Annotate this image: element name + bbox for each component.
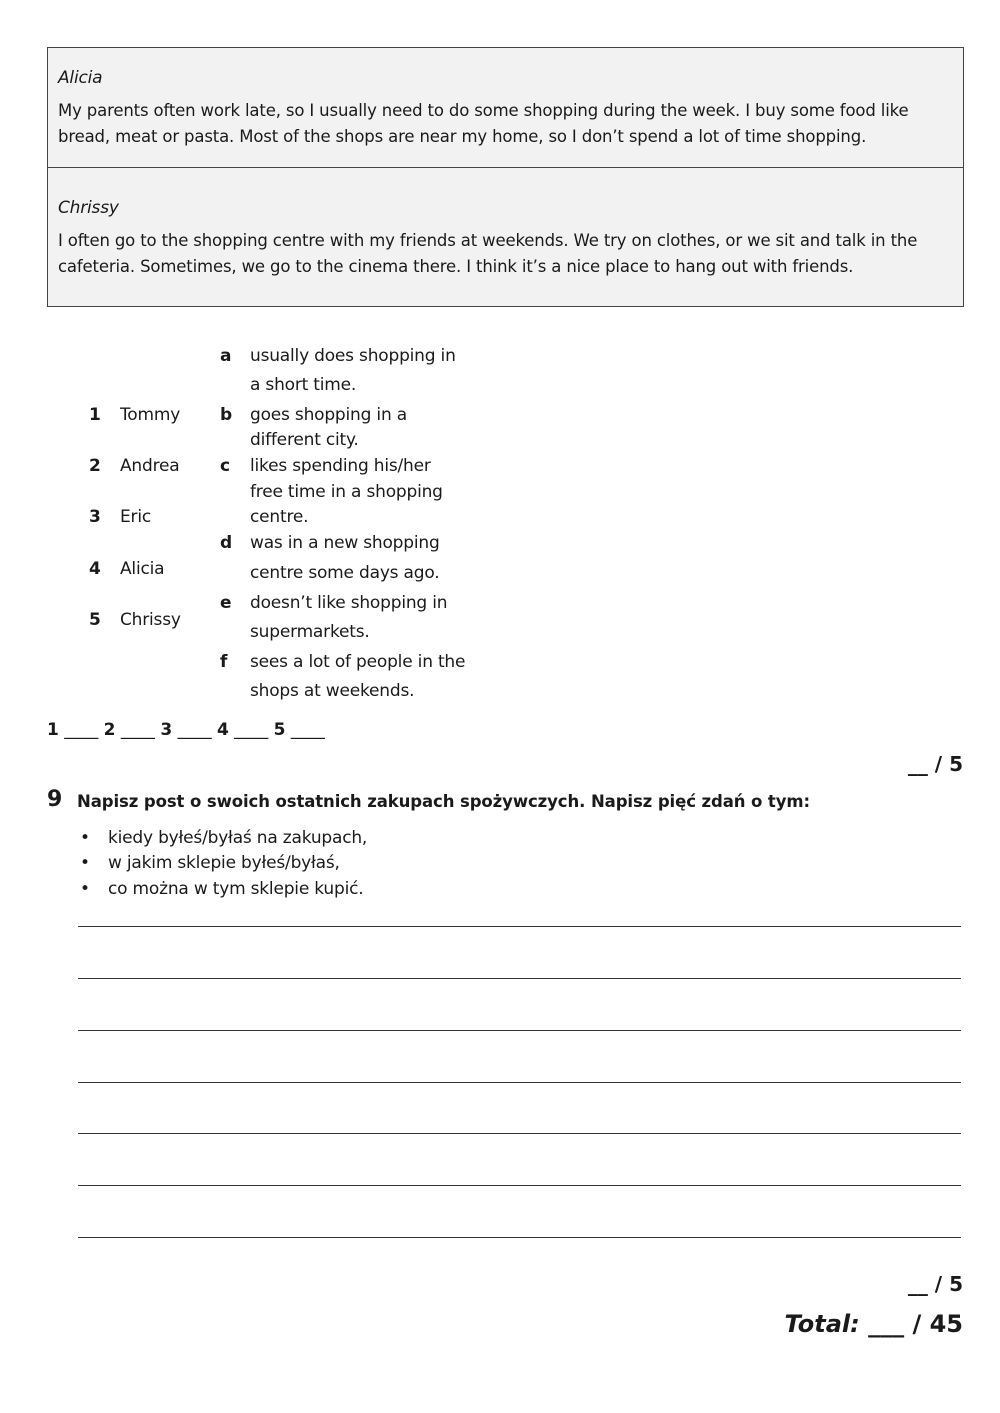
total-value: ___ / 45 bbox=[868, 1310, 963, 1338]
option-letter: f bbox=[220, 652, 228, 672]
option-letter: b bbox=[220, 405, 233, 425]
matching-score: __ / 5 bbox=[907, 752, 963, 776]
person-name: Tommy bbox=[120, 405, 181, 425]
option-text: centre. bbox=[250, 507, 309, 527]
answer-number: 1 bbox=[47, 720, 59, 740]
writing-line[interactable] bbox=[78, 1133, 961, 1134]
option-text: shops at weekends. bbox=[250, 681, 415, 701]
reading-name: Chrissy bbox=[58, 198, 119, 218]
option-text: centre some days ago. bbox=[250, 563, 440, 583]
person-number: 1 bbox=[89, 405, 101, 425]
person-number: 5 bbox=[89, 610, 101, 630]
answer-blank[interactable]: ____ bbox=[120, 720, 155, 740]
writing-line[interactable] bbox=[78, 1082, 961, 1083]
reading-box-alicia bbox=[47, 47, 964, 169]
option-text: a short time. bbox=[250, 375, 357, 395]
writing-line[interactable] bbox=[78, 1185, 961, 1186]
answer-row bbox=[47, 720, 325, 740]
option-text: doesn’t like shopping in bbox=[250, 593, 448, 613]
person-name: Chrissy bbox=[120, 610, 181, 630]
total-label: Total: bbox=[784, 1310, 860, 1338]
option-text: usually does shopping in bbox=[250, 346, 456, 366]
reading-paragraph: I often go to the shopping centre with my friends at weekends. We try on clothes, or we sit and talk in the cafeteria. Sometimes, we go to the cinema there. I think it’s a nice place to hang out with friends. bbox=[58, 231, 918, 276]
option-letter: c bbox=[220, 456, 231, 476]
bullet-text: co można w tym sklepie kupić. bbox=[108, 879, 364, 899]
option-text: goes shopping in a bbox=[250, 405, 407, 425]
bullet-text: kiedy byłeś/byłaś na zakupach, bbox=[108, 828, 368, 848]
answer-number: 5 bbox=[273, 720, 286, 740]
exercise-instruction: Napisz post o swoich ostatnich zakupach spożywczych. Napisz pięć zdań o tym: bbox=[77, 792, 810, 811]
answer-blank[interactable]: ____ bbox=[177, 720, 212, 740]
exercise9-score: __ / 5 bbox=[907, 1272, 963, 1296]
option-text: free time in a shopping bbox=[250, 482, 443, 502]
option-text: different city. bbox=[250, 430, 359, 450]
option-letter: a bbox=[220, 346, 232, 366]
option-text: was in a new shopping bbox=[250, 533, 440, 553]
option-letter: d bbox=[220, 533, 233, 553]
writing-line[interactable] bbox=[78, 1237, 961, 1238]
answer-blank[interactable]: ____ bbox=[290, 720, 325, 740]
person-name: Andrea bbox=[120, 456, 180, 476]
writing-line[interactable] bbox=[78, 978, 961, 979]
exercise-number: 9 bbox=[47, 787, 63, 812]
person-number: 3 bbox=[89, 507, 101, 527]
person-name: Eric bbox=[120, 507, 152, 527]
answer-blank[interactable]: ____ bbox=[64, 720, 99, 740]
person-number: 4 bbox=[89, 559, 101, 579]
reading-name: Alicia bbox=[58, 68, 103, 88]
option-letter: e bbox=[220, 593, 232, 613]
answer-number: 4 bbox=[216, 720, 229, 740]
reading-paragraph: My parents often work late, so I usually need to do some shopping during the week. I buy some food like bread, meat or pasta. Most of the shops are near my home, so I don’t spend a lot of time shopping. bbox=[58, 101, 909, 146]
option-text: likes spending his/her bbox=[250, 456, 431, 476]
bullet-dot: • bbox=[80, 853, 91, 873]
answer-number: 3 bbox=[160, 720, 173, 740]
reading-box-chrissy bbox=[47, 167, 964, 307]
bullet-text: w jakim sklepie byłeś/byłaś, bbox=[108, 853, 340, 873]
person-name: Alicia bbox=[120, 559, 165, 579]
option-text: sees a lot of people in the bbox=[250, 652, 466, 672]
total-score bbox=[785, 1310, 964, 1338]
writing-line[interactable] bbox=[78, 1030, 961, 1031]
answer-blank[interactable]: ____ bbox=[234, 720, 269, 740]
option-text: supermarkets. bbox=[250, 622, 370, 642]
bullet-dot: • bbox=[80, 879, 91, 899]
writing-line[interactable] bbox=[78, 926, 961, 927]
bullet-dot: • bbox=[80, 828, 91, 848]
answer-number: 2 bbox=[103, 720, 116, 740]
person-number: 2 bbox=[89, 456, 101, 476]
